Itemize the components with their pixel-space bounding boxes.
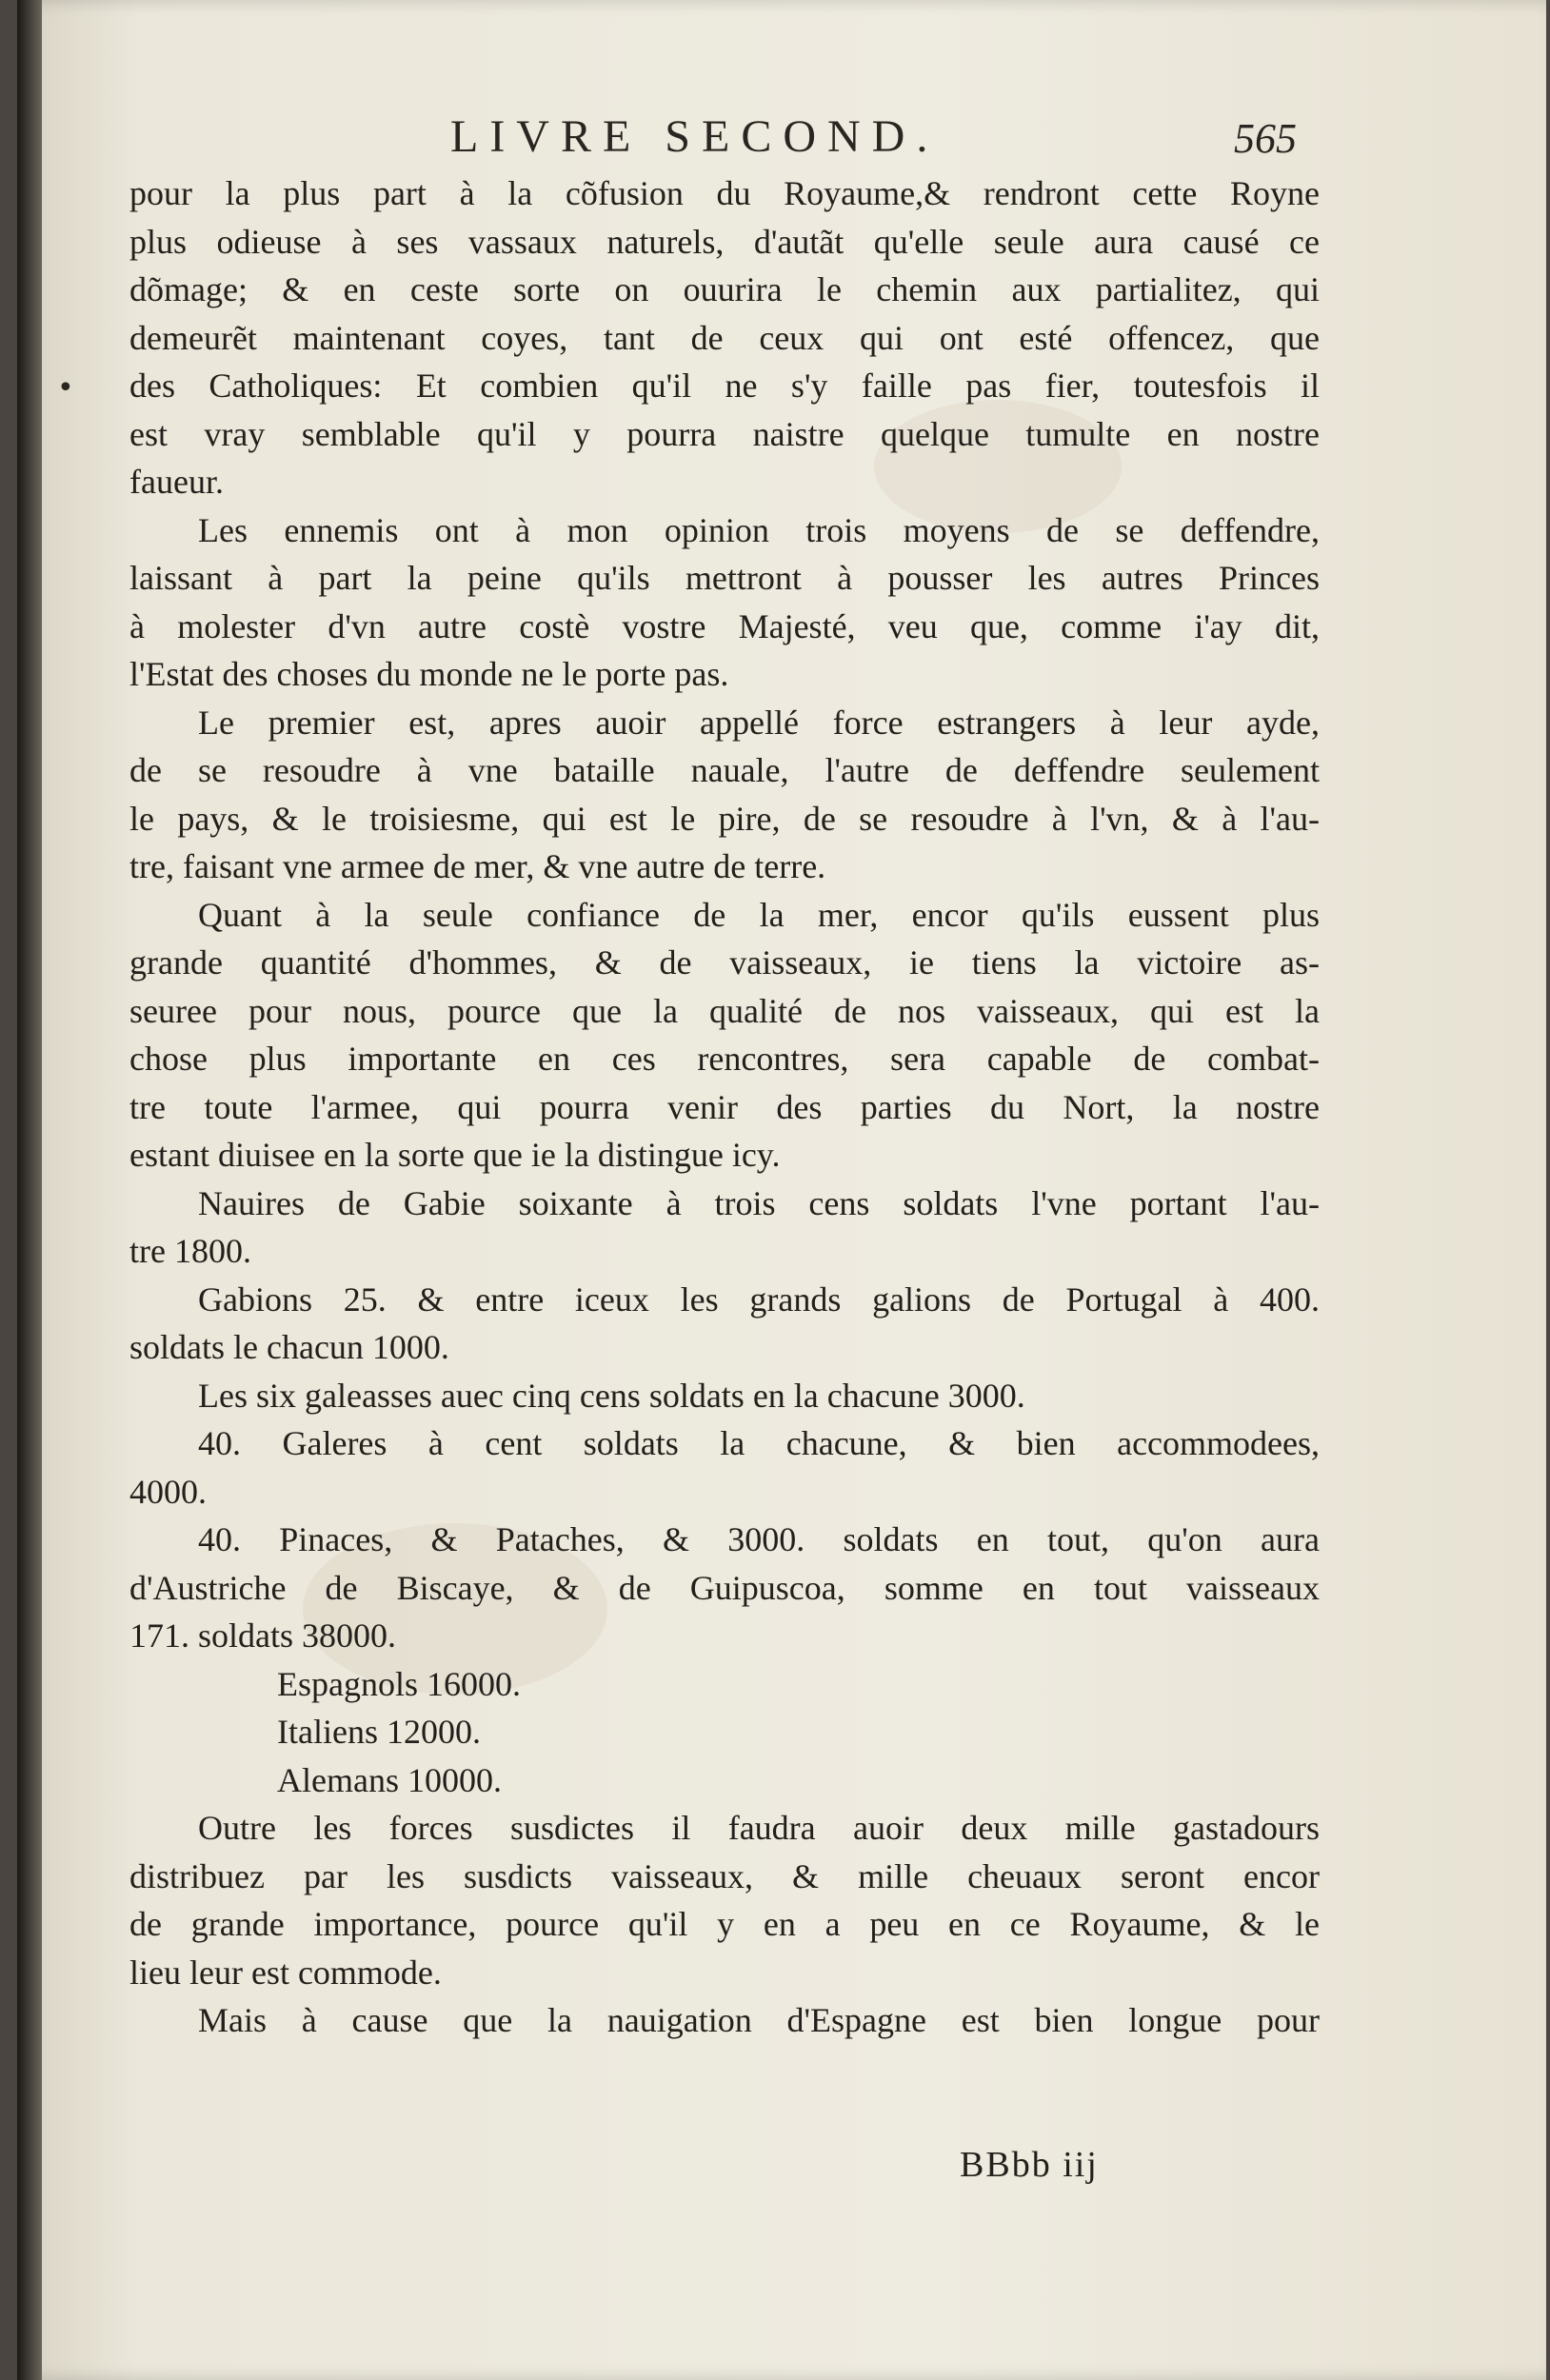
text-line: de se resoudre à vne bataille nauale, l'autre de deffendre seulement [129,751,1320,789]
text-line: le pays, & le troisiesme, qui est le pire, de se resoudre à l'vn, & à l'au- [129,799,1320,838]
signature-mark: BBbb iij [960,2145,1099,2185]
page-number: 565 [1234,115,1297,162]
text-line: lieu leur est commode. [129,1953,442,1992]
text-line: 4000. [129,1472,207,1511]
book-page [17,0,1546,2380]
text-line: chose plus importante en ces rencontres, sera capable de combat- [129,1040,1320,1078]
text-line: 40. Pinaces, & Pataches, & 3000. soldats en tout, qu'on aura [198,1520,1320,1558]
text-line: Espagnols 16000. [277,1664,521,1703]
text-line: faueur. [129,463,224,501]
text-line: soldats le chacun 1000. [129,1328,449,1366]
text-line: Italiens 12000. [277,1713,481,1751]
text-line: tre 1800. [129,1232,251,1270]
text-line: dõmage; & en ceste sorte on ouurira le chemin aux partialitez, qui [129,270,1320,308]
text-line: d'Austriche de Biscaye, & de Guipuscoa, somme en tout vaisseaux [129,1568,1320,1607]
text-line: Le premier est, apres auoir appellé force estrangers à leur ayde, [198,703,1320,742]
text-line: grande quantité d'hommes, & de vaisseaux, ie tiens la victoire as- [129,943,1320,982]
text-line: Quant à la seule confiance de la mer, encor qu'ils eussent plus [198,895,1320,934]
text-line: seuree pour nous, pource que la qualité de nos vaisseaux, qui est la [129,991,1320,1030]
text-line: tre, faisant vne armee de mer, & vne autre de terre. [129,847,826,885]
text-line: Gabions 25. & entre iceux les grands galions de Portugal à 400. [198,1279,1320,1319]
text-line: distribuez par les susdicts vaisseaux, & mille cheuaux seront encor [129,1856,1320,1895]
book-spine-shadow [17,0,42,2380]
text-line: Les ennemis ont à mon opinion trois moyens de se deffendre, [198,510,1320,549]
text-line: Nauires de Gabie soixante à trois cens soldats l'vne portant l'au- [198,1183,1320,1222]
text-line: Les six galeasses auec cinq cens soldats en la chacune 3000. [198,1376,1025,1415]
text-line: Alemans 10000. [277,1760,502,1799]
text-line: tre toute l'armee, qui pourra venir des parties du Nort, la nostre [129,1087,1320,1126]
running-head [17,103,1546,160]
text-line: à molester d'vn autre costè vostre Majesté, veu que, comme i'ay dit, [129,606,1320,645]
text-line: demeurẽt maintenant coyes, tant de ceux qui ont esté offencez, que [129,318,1320,357]
text-line: des Catholiques: Et combien qu'il ne s'y faille pas fier, toutesfois il [129,367,1320,405]
text-line: laissant à part la peine qu'ils mettront à pousser les autres Princes [129,559,1320,597]
text-line: Mais à cause que la nauigation d'Espagne est bien longue pour [198,2001,1320,2039]
running-title: LIVRE SECOND. [450,111,940,162]
text-line: pour la plus part à la cõfusion du Royaume,& rendront cette Royne [129,174,1320,212]
text-line: est vray semblable qu'il y pourra naistre quelque tumulte en nostre [129,414,1320,453]
text-line: plus odieuse à ses vassaux naturels, d'autãt qu'elle seule aura causé ce [129,222,1320,261]
text-line: de grande importance, pource qu'il y en a peu en ce Royaume, & le [129,1905,1320,1943]
margin-mark: • [57,371,74,405]
text-line: 40. Galeres à cent soldats la chacune, & bien accommodees, [198,1424,1320,1462]
text-line: Outre les forces susdictes il faudra auoir deux mille gastadours [198,1809,1320,1847]
text-line: estant diuisee en la sorte que ie la distingue icy. [129,1136,781,1174]
text-line: 171. soldats 38000. [129,1616,397,1655]
text-line: l'Estat des choses du monde ne le porte pas. [129,655,729,693]
body-text [129,169,1320,2045]
